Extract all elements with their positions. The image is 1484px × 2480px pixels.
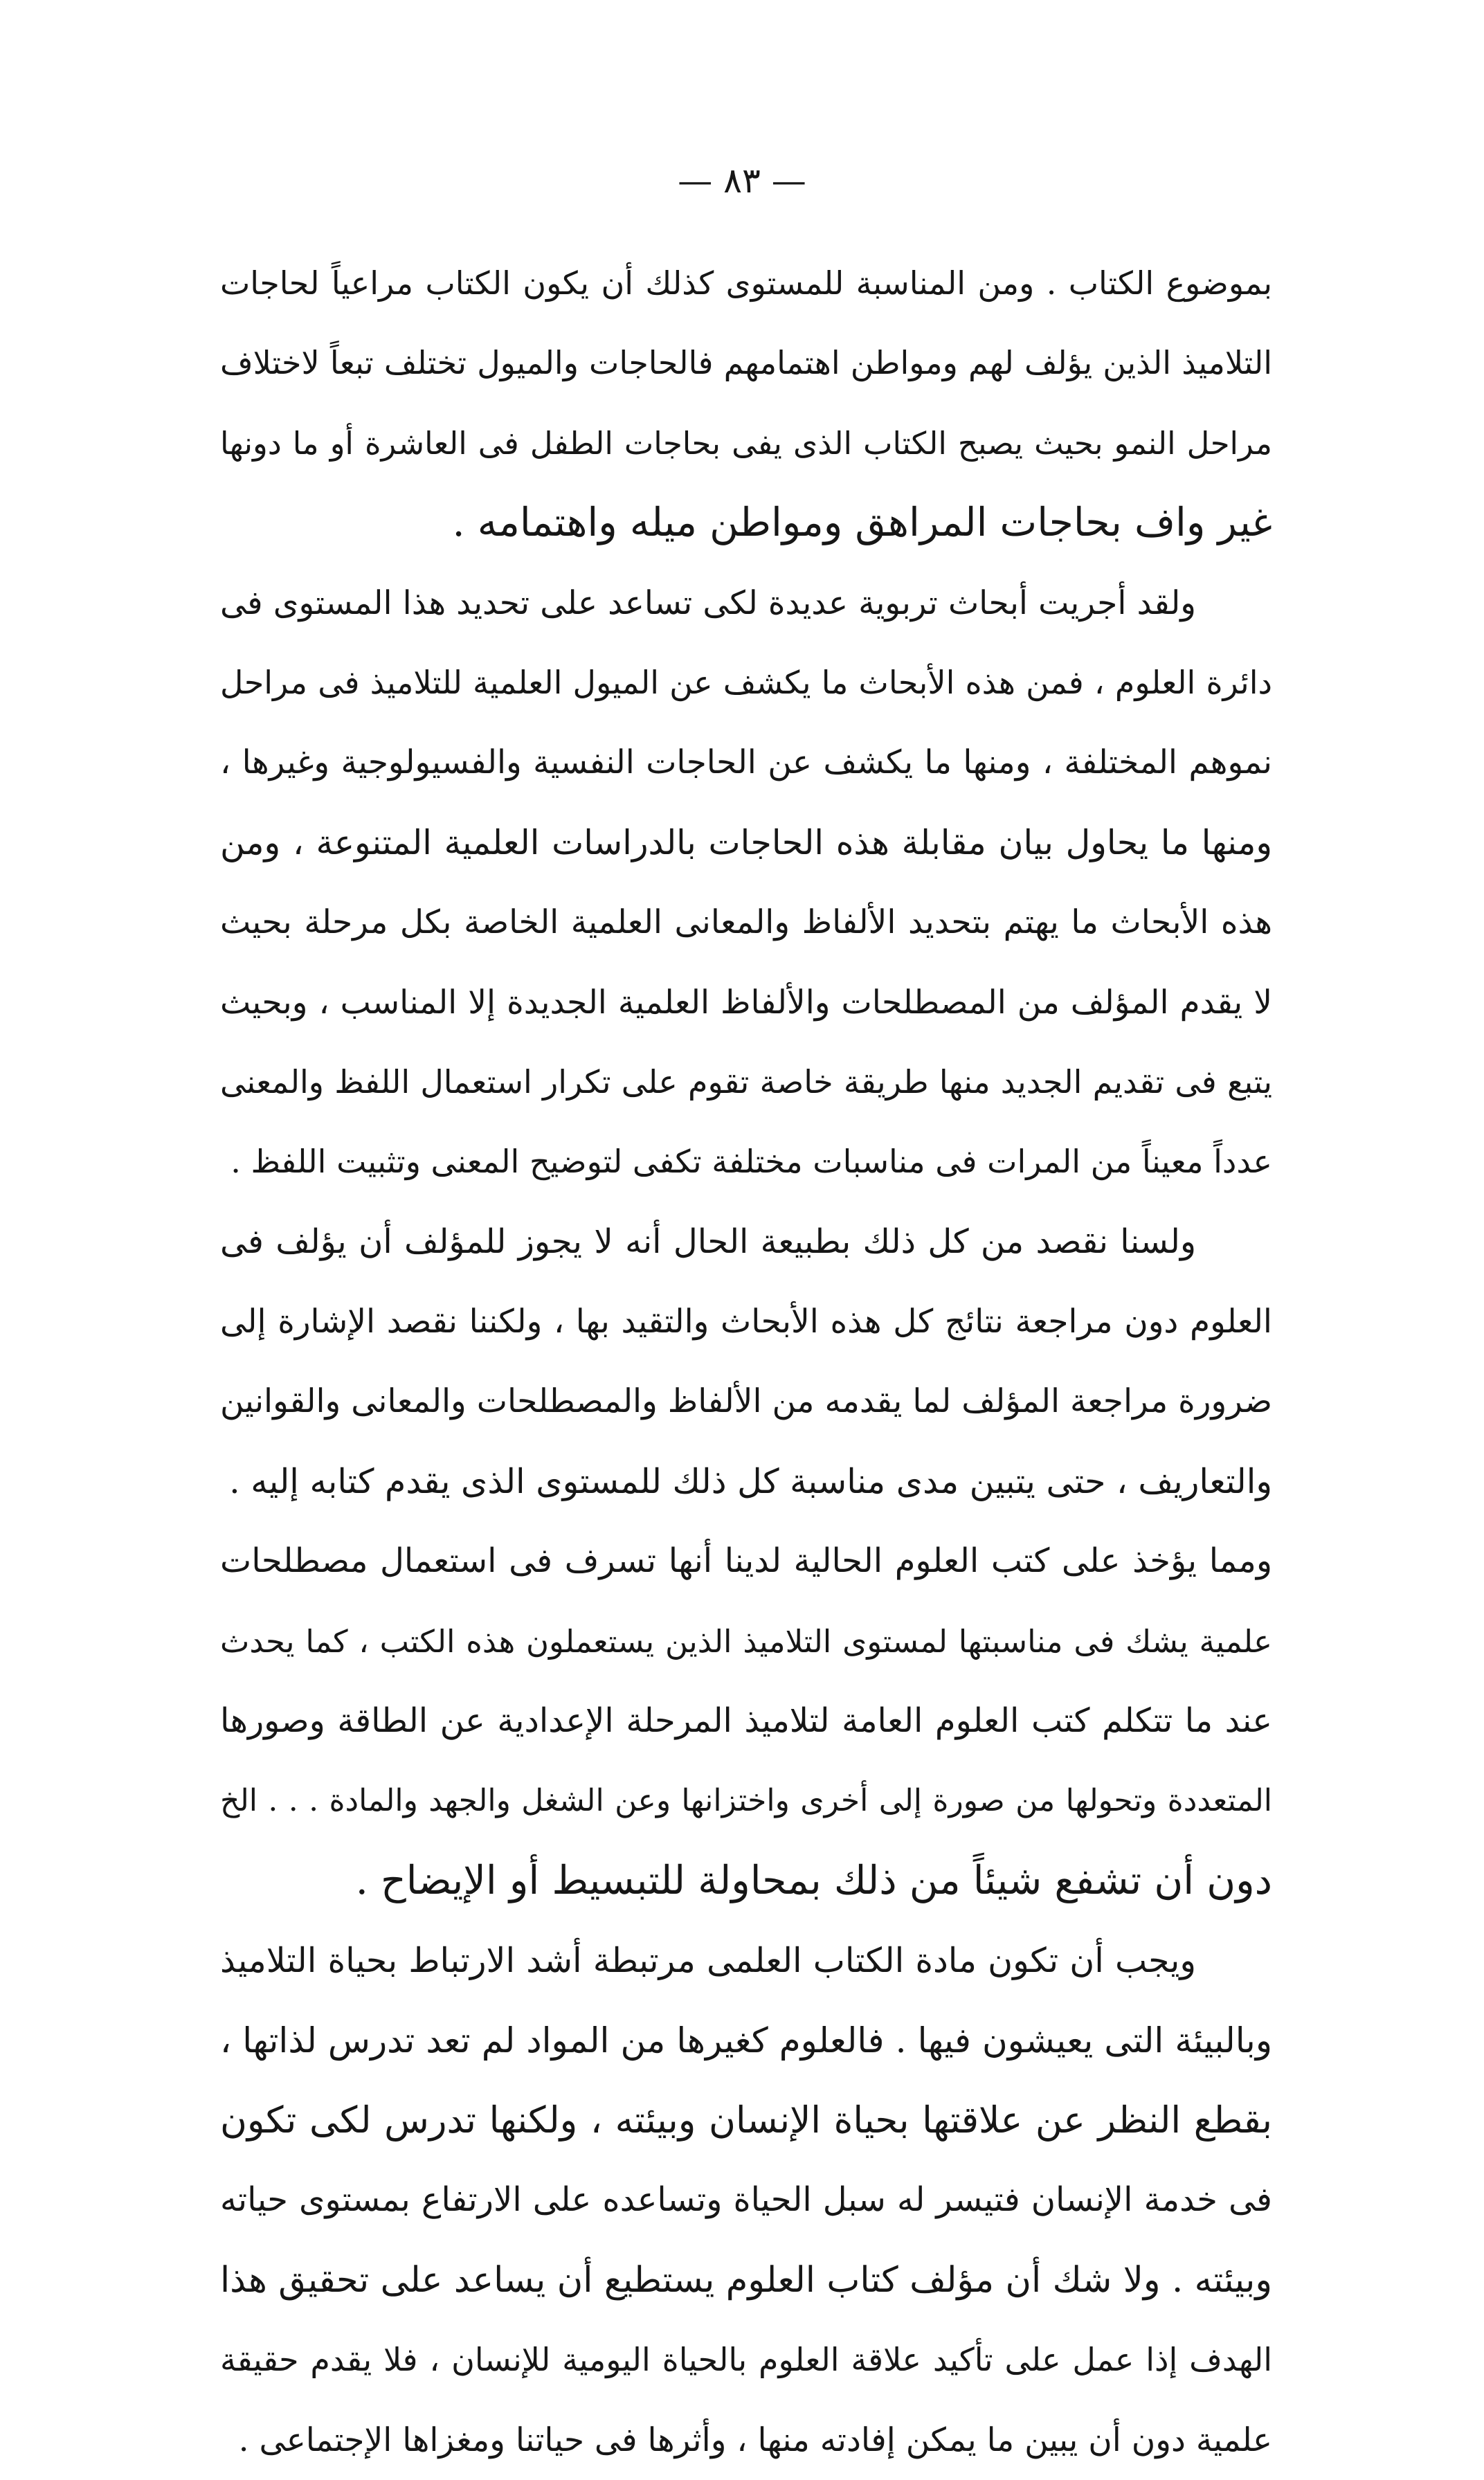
text-line: مراحل النمو بحيث يصبح الكتاب الذى يفى بحاجات الطفل فى العاشرة أو ما دونها (220, 424, 1272, 462)
text-line: لا يقدم المؤلف من المصطلحات والألفاظ العلمية الجديدة إلا المناسب ، وبحيث (220, 983, 1272, 1022)
text-line: هذه الأبحاث ما يهتم بتحديد الألفاظ والمعانى العلمية الخاصة بكل مرحلة بحيث (220, 903, 1272, 942)
paragraph-4 (220, 1521, 1272, 1921)
text-line: وبيئته . ولا شك أن مؤلف كتاب العلوم يستطيع أن يساعد على تحقيق هذا (220, 2259, 1272, 2301)
text-line: ومما يؤخذ على كتب العلوم الحالية لدينا أنها تسرف فى استعمال مصطلحات (220, 1541, 1272, 1581)
text-line: ولقد أجريت أبحاث تربوية عديدة لكى تساعد على تحديد هذا المستوى فى (220, 583, 1196, 622)
text-line: ومنها ما يحاول بيان مقابلة هذه الحاجات بالدراسات العلمية المتنوعة ، ومن (220, 822, 1272, 862)
text-line: وبالبيئة التى يعيشون فيها . فالعلوم كغيرها من المواد لم تعد تدرس لذاتها ، (220, 2020, 1272, 2061)
page-number: — ٨٣ — (678, 161, 806, 201)
text-line: التلاميذ الذين يؤلف لهم ومواطن اهتمامهم فالحاجات والميول تختلف تبعاً لاختلاف (220, 344, 1272, 382)
text-line: يتبع فى تقديم الجديد منها طريقة خاصة تقوم على تكرار استعمال اللفظ والمعنى (220, 1062, 1272, 1101)
paragraph-1 (220, 244, 1272, 563)
text-line: والتعاريف ، حتى يتبين مدى مناسبة كل ذلك للمستوى الذى يقدم كتابه إليه . (229, 1461, 1272, 1501)
text-line: دائرة العلوم ، فمن هذه الأبحاث ما يكشف عن الميول العلمية للتلاميذ فى مراحل (220, 663, 1272, 701)
text-line: العلوم دون مراجعة نتائج كل هذه الأبحاث والتقيد بها ، ولكننا نقصد الإشارة إلى (220, 1303, 1272, 1341)
text-line: عند ما تتكلم كتب العلوم العامة لتلاميذ المرحلة الإعدادية عن الطاقة وصورها (220, 1701, 1272, 1741)
text-line: المتعددة وتحولها من صورة إلى أخرى واختزانها وعن الشغل والجهد والمادة . . . الخ (220, 1783, 1272, 1819)
paragraph-2 (220, 563, 1272, 1202)
text-line: دون أن تشفع شيئاً من ذلك بمحاولة للتبسيط أو الإيضاح . (355, 1857, 1272, 1903)
text-line: عدداً معيناً من المرات فى مناسبات مختلفة تكفى لتوضيح المعنى وتثبيت اللفظ . (230, 1143, 1272, 1181)
text-line: بقطع النظر عن علاقتها بحياة الإنسان وبيئته ، ولكنها تدرس لكى تكون (220, 2099, 1272, 2142)
text-line: ولسنا نقصد من كل ذلك بطبيعة الحال أنه لا يجوز للمؤلف أن يؤلف فى (220, 1222, 1196, 1261)
paragraph-3 (220, 1202, 1272, 1522)
text-line: علمية دون أن يبين ما يمكن إفادته منها ، وأثرها فى حياتنا ومغزاها الإجتماعى . (238, 2420, 1272, 2459)
paragraph-5 (220, 1921, 1272, 2480)
text-line: نموهم المختلفة ، ومنها ما يكشف عن الحاجات النفسية والفسيولوجية وغيرها ، (220, 743, 1272, 782)
body-text (220, 244, 1272, 2480)
text-line: علمية يشك فى مناسبتها لمستوى التلاميذ الذين يستعملون هذه الكتب ، كما يحدث (220, 1622, 1272, 1660)
text-line: ضرورة مراجعة المؤلف لما يقدمه من الألفاظ والمصطلحات والمعانى والقوانين (220, 1382, 1272, 1421)
text-line: غير واف بحاجات المراهق ومواطن ميله واهتمامه . (452, 500, 1272, 546)
text-line: بموضوع الكتاب . ومن المناسبة للمستوى كذلك أن يكون الكتاب مراعياً لحاجات (220, 264, 1272, 302)
text-line: ويجب أن تكون مادة الكتاب العلمى مرتبطة أشد الارتباط بحياة التلاميذ (220, 1941, 1196, 1981)
text-line: فى خدمة الإنسان فتيسر له سبل الحياة وتساعده على الارتفاع بمستوى حياته (220, 2180, 1272, 2220)
text-line: الهدف إذا عمل على تأكيد علاقة العلوم بالحياة اليومية للإنسان ، فلا يقدم حقيقة (220, 2341, 1272, 2379)
